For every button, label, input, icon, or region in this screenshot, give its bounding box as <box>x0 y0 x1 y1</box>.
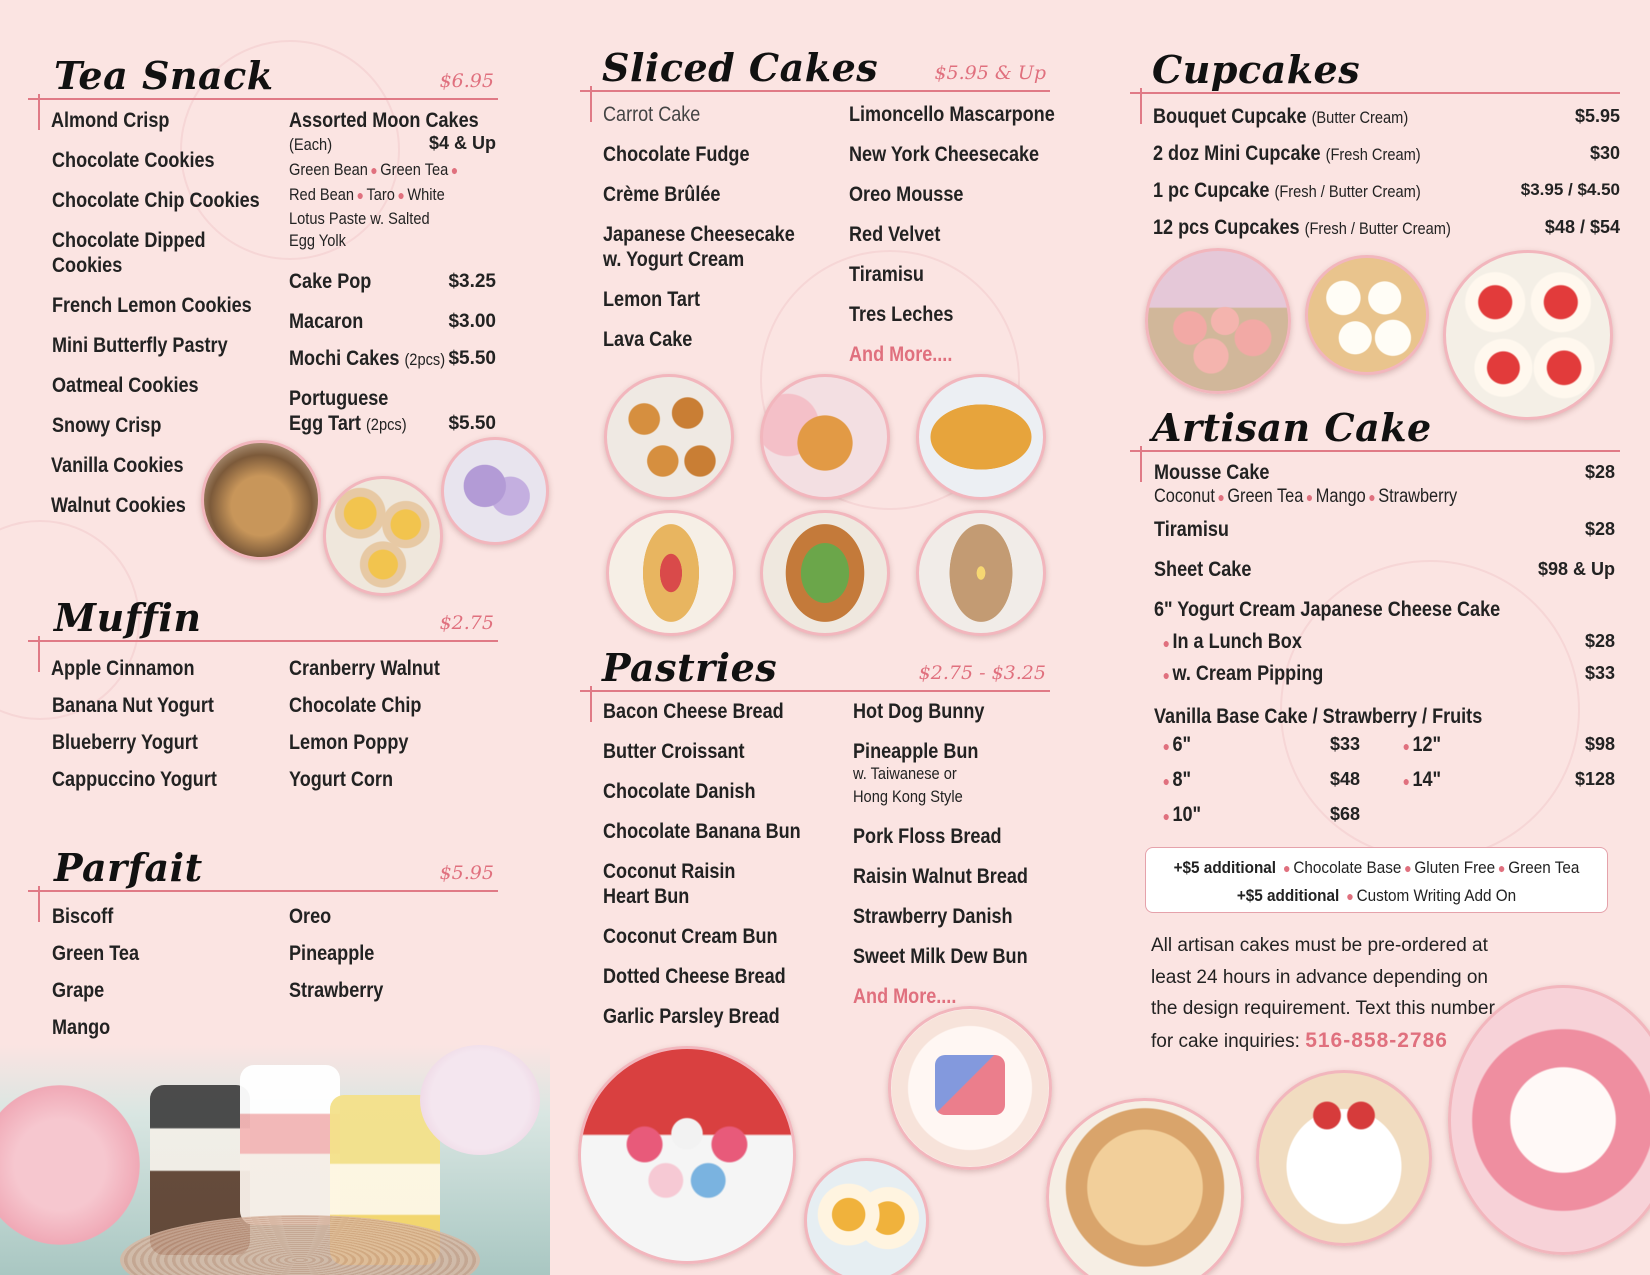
section-title: Cupcakes <box>1152 47 1361 92</box>
size-option <box>1400 767 1441 794</box>
menu-item: Macaron <box>289 310 364 333</box>
menu-item: Butter Croissant <box>603 740 745 763</box>
menu-item: Coconut Raisin <box>603 860 736 883</box>
moon-cakes-price: $4 & Up <box>428 133 496 153</box>
size-label: 12" <box>1412 733 1442 756</box>
flavor: White <box>407 185 445 204</box>
menu-item: Snowy Crisp <box>52 414 162 437</box>
additional-option: Chocolate Base <box>1293 858 1402 877</box>
cake-pop-photo <box>578 1046 796 1264</box>
additional-line <box>1169 858 1584 878</box>
mini-cupcake-photo <box>1305 255 1429 375</box>
moon-cakes-flavors: Lotus Paste w. Salted <box>289 209 430 228</box>
sliced-cakes-section <box>580 40 1050 92</box>
bouquet-cupcake-photo <box>1145 248 1291 394</box>
cupcakes-header <box>1130 40 1620 94</box>
item-name: 2 doz Mini Cupcake <box>1153 142 1321 165</box>
menu-item: Lava Cake <box>603 328 693 351</box>
flavor: Strawberry <box>1378 486 1458 507</box>
dot-icon: ● <box>397 187 405 203</box>
menu-item: Tiramisu <box>849 263 924 286</box>
flavor: Coconut <box>1154 486 1215 507</box>
item-name: 1 pc Cupcake <box>1153 179 1270 202</box>
menu-item: Chocolate Banana Bun <box>603 820 801 843</box>
menu-item <box>1153 104 1408 130</box>
dot-icon: ● <box>1305 489 1314 505</box>
tea-snack-header <box>28 48 498 100</box>
item-note: (2pcs) <box>404 350 446 369</box>
size-option <box>1160 767 1191 794</box>
teapot-image <box>420 1045 540 1155</box>
dot-icon: ● <box>370 162 378 178</box>
dot-icon: ● <box>1162 667 1170 683</box>
menu-item: Apple Cinnamon <box>51 657 195 680</box>
menu-option <box>1160 629 1302 656</box>
menu-item: Mango <box>52 1016 111 1039</box>
size-option <box>1160 732 1191 759</box>
menu-item <box>1153 215 1451 241</box>
additional-options-box <box>1145 847 1608 913</box>
item-price: $5.95 <box>1574 106 1620 126</box>
phone-number[interactable]: 516-858-2786 <box>1305 1028 1448 1052</box>
dot-icon: ● <box>1283 860 1291 876</box>
menu-item: Green Tea <box>52 942 139 965</box>
item-price: $5.50 <box>448 413 496 434</box>
menu-item: Cake Pop <box>289 270 372 293</box>
menu-item: Chocolate Danish <box>603 780 756 803</box>
menu-item: Garlic Parsley Bread <box>603 1005 780 1028</box>
parfait-cup-image <box>240 1065 340 1225</box>
moon-cakes-flavors <box>289 184 445 206</box>
menu-item: Pork Floss Bread <box>853 825 1002 848</box>
dot-icon: ● <box>1346 888 1354 904</box>
menu-item: Coconut Cream Bun <box>603 925 778 948</box>
strawberry-cake-photo <box>1256 1070 1432 1246</box>
mousse-flavors <box>1154 486 1457 508</box>
flower-image <box>0 1085 140 1245</box>
item-note: (Fresh / Butter Cream) <box>1304 219 1451 238</box>
menu-item: Raisin Walnut Bread <box>853 865 1028 888</box>
sliced-cakes-header <box>580 40 1050 92</box>
additional-line <box>1169 886 1584 906</box>
pastries-section <box>580 640 1050 692</box>
menu-item: Vanilla Cookies <box>51 454 184 477</box>
menu-item: Red Velvet <box>849 223 941 246</box>
size-label: 8" <box>1172 768 1192 791</box>
menu-item: Cranberry Walnut <box>289 657 440 680</box>
option-label: w. Cream Pipping <box>1172 662 1324 685</box>
dot-icon: ● <box>1402 738 1410 754</box>
mochi-photo <box>804 1158 929 1275</box>
dot-icon: ● <box>1368 489 1376 505</box>
item-price: $3.00 <box>448 311 496 332</box>
menu-item: Sweet Milk Dew Bun <box>853 945 1028 968</box>
menu-item: Bacon Cheese Bread <box>603 700 784 723</box>
dot-icon: ● <box>1404 860 1412 876</box>
size-label: 10" <box>1172 803 1202 826</box>
menu-item: Japanese Cheesecake <box>603 223 795 246</box>
and-more-link: And More.... <box>853 985 957 1008</box>
item-note: (2pcs) <box>365 415 407 434</box>
item-price: $28 <box>1584 631 1615 651</box>
size-price: $98 <box>1584 734 1615 754</box>
parfait-header <box>28 840 498 892</box>
menu-item: Walnut Cookies <box>51 494 186 517</box>
item-price: $30 <box>1589 143 1620 163</box>
flavor: Green Bean <box>289 160 368 179</box>
size-label: 14" <box>1412 768 1442 791</box>
menu-item: Tres Leches <box>849 303 954 326</box>
additional-option: Gluten Free <box>1414 858 1496 877</box>
menu-item: Blueberry Yogurt <box>52 731 198 754</box>
menu-item: Strawberry <box>289 979 384 1002</box>
dot-icon: ● <box>1162 635 1170 651</box>
menu-item <box>1153 178 1421 204</box>
size-price: $48 <box>1329 769 1360 789</box>
middle-panel <box>550 0 1100 1275</box>
menu-item: Vanilla Base Cake / Strawberry / Fruits <box>1154 705 1483 728</box>
hot-dog-bun-photo <box>606 510 736 636</box>
moon-cakes-flavors: Egg Yolk <box>289 231 346 250</box>
size-option <box>1400 732 1441 759</box>
item-note: (Fresh / Butter Cream) <box>1274 182 1421 201</box>
preorder-notice <box>1151 930 1501 1057</box>
dotted-bread-photo <box>916 374 1046 500</box>
menu-item: Mousse Cake <box>1154 461 1270 484</box>
menu-item <box>289 411 407 437</box>
dot-icon: ● <box>1162 773 1170 789</box>
dot-icon: ● <box>1402 773 1410 789</box>
section-title: Muffin <box>54 595 202 640</box>
left-panel <box>0 0 550 1275</box>
section-title: Tea Snack <box>54 53 274 98</box>
menu-item: Grape <box>52 979 105 1002</box>
item-note: (Butter Cream) <box>1311 108 1409 127</box>
item-price: $28 <box>1584 462 1615 482</box>
menu-item: 6" Yogurt Cream Japanese Cheese Cake <box>1154 598 1501 621</box>
section-title: Artisan Cake <box>1152 405 1432 450</box>
menu-item: French Lemon Cookies <box>52 294 252 317</box>
item-name: 12 pcs Cupcakes <box>1153 216 1300 239</box>
section-price: $2.75 - $3.25 <box>918 662 1046 684</box>
item-price: $28 <box>1584 519 1615 539</box>
muffin-header <box>28 590 498 642</box>
section-price: $2.75 <box>439 612 494 634</box>
sweet-bun-photo <box>916 510 1046 636</box>
menu-item: Chocolate Cookies <box>52 149 215 172</box>
section-price: $5.95 <box>439 862 494 884</box>
menu-item: Strawberry Danish <box>853 905 1013 928</box>
size-price: $33 <box>1329 734 1360 754</box>
menu-item: Yogurt Corn <box>289 768 394 791</box>
muffin-section <box>28 590 498 642</box>
moon-cakes-flavors <box>289 159 461 181</box>
additional-option: Custom Writing Add On <box>1356 886 1517 905</box>
menu-item: Hot Dog Bunny <box>853 700 985 723</box>
dot-icon: ● <box>1162 738 1170 754</box>
menu-item: Sheet Cake <box>1154 558 1252 581</box>
dot-icon: ● <box>1497 860 1506 876</box>
item-price: $3.95 / $4.50 <box>1520 180 1620 199</box>
menu-item: Lemon Tart <box>603 288 701 311</box>
additional-option: Green Tea <box>1508 858 1580 877</box>
menu-item: Cookies <box>52 254 123 277</box>
menu-item: Crème Brûlée <box>603 183 721 206</box>
option-label: In a Lunch Box <box>1172 630 1302 653</box>
section-price: $6.95 <box>439 70 494 92</box>
item-name: Mochi Cakes <box>289 347 400 370</box>
parfait-section <box>28 840 498 892</box>
artisan-cake-header <box>1130 400 1620 452</box>
size-price: $128 <box>1574 769 1615 789</box>
menu-item: Limoncello Mascarpone <box>849 103 1055 126</box>
cupcakes-section <box>1130 40 1620 94</box>
menu-item <box>1153 141 1421 167</box>
menu-item: Chocolate Fudge <box>603 143 750 166</box>
menu-item: Banana Nut Yogurt <box>52 694 214 717</box>
bunny-bun-photo <box>760 374 890 500</box>
garlic-bread-photo <box>760 510 890 636</box>
menu-item: Cappuccino Yogurt <box>52 768 217 791</box>
menu-item: Biscoff <box>52 905 114 928</box>
croissant-photo <box>604 374 734 500</box>
menu-item: Chocolate Chip <box>289 694 422 717</box>
item-note: (Fresh Cream) <box>1325 145 1421 164</box>
size-label: 6" <box>1172 733 1192 756</box>
menu-item: Oatmeal Cookies <box>52 374 199 397</box>
additional-label: +$5 additional <box>1236 886 1340 905</box>
menu-item: Heart Bun <box>603 885 690 908</box>
menu-item: Almond Crisp <box>51 109 170 132</box>
menu-item: Mini Butterfly Pastry <box>52 334 228 357</box>
item-price: $48 / $54 <box>1544 217 1620 237</box>
menu-item: Tiramisu <box>1154 518 1229 541</box>
item-name: Egg Tart <box>289 412 361 435</box>
section-title: Parfait <box>54 845 203 890</box>
moon-cakes-each: (Each) <box>289 135 333 154</box>
item-price: $5.50 <box>448 348 496 369</box>
menu-item: Portuguese <box>289 387 389 410</box>
artisan-cake-section <box>1130 400 1620 452</box>
menu-item: w. Yogurt Cream <box>603 248 745 271</box>
flavor: Red Bean <box>289 185 355 204</box>
parfait-photo <box>0 1045 550 1275</box>
size-option <box>1160 802 1201 829</box>
moon-cakes-name: Assorted Moon Cakes <box>289 109 479 132</box>
dot-icon: ● <box>1162 808 1170 824</box>
flavor: Green Tea <box>380 160 449 179</box>
flavor: Taro <box>366 185 395 204</box>
item-price: $98 & Up <box>1537 559 1615 579</box>
dot-icon: ● <box>356 187 364 203</box>
section-title: Sliced Cakes <box>602 45 879 90</box>
menu-item: Chocolate Chip Cookies <box>52 189 260 212</box>
dot-icon: ● <box>1217 489 1225 505</box>
strawberry-cupcake-photo <box>1443 250 1613 420</box>
menu-item: Pineapple Bun <box>853 740 979 763</box>
cake-writing-image <box>935 1055 1005 1115</box>
menu-item: Pineapple <box>289 942 375 965</box>
item-name: Bouquet Cupcake <box>1153 105 1307 128</box>
menu-item: Chocolate Dipped <box>52 229 206 252</box>
and-more-link: And More.... <box>849 343 953 366</box>
menu-item-note: Hong Kong Style <box>853 787 963 806</box>
macaron-photo <box>441 437 549 545</box>
size-price: $68 <box>1329 804 1360 824</box>
moon-cake-photo <box>201 440 321 560</box>
tea-snack-section <box>28 48 498 100</box>
menu-item-note: w. Taiwanese or <box>853 764 957 783</box>
section-price: $5.95 & Up <box>934 62 1046 84</box>
writing-cake-photo <box>888 1006 1052 1170</box>
pastries-header <box>580 640 1050 692</box>
menu-item: Lemon Poppy <box>289 731 409 754</box>
egg-tart-photo <box>323 476 443 596</box>
item-price: $33 <box>1584 663 1615 683</box>
menu-option <box>1160 661 1323 688</box>
section-title: Pastries <box>602 645 778 690</box>
menu-item: Dotted Cheese Bread <box>603 965 786 988</box>
menu-item: Oreo Mousse <box>849 183 964 206</box>
notice-text: All artisan cakes must be pre-ordered at least 24 hours in advance depending on the design requirement. Text this number for cake inquiries: <box>1151 935 1495 1052</box>
flavor: Mango <box>1315 486 1366 507</box>
dot-icon: ● <box>450 162 459 178</box>
menu-item: Oreo <box>289 905 332 928</box>
flavor: Green Tea <box>1227 486 1304 507</box>
additional-label: +$5 additional <box>1173 858 1277 877</box>
menu-item: Carrot Cake <box>603 103 701 126</box>
item-price: $3.25 <box>448 271 496 292</box>
menu-item: New York Cheesecake <box>849 143 1040 166</box>
